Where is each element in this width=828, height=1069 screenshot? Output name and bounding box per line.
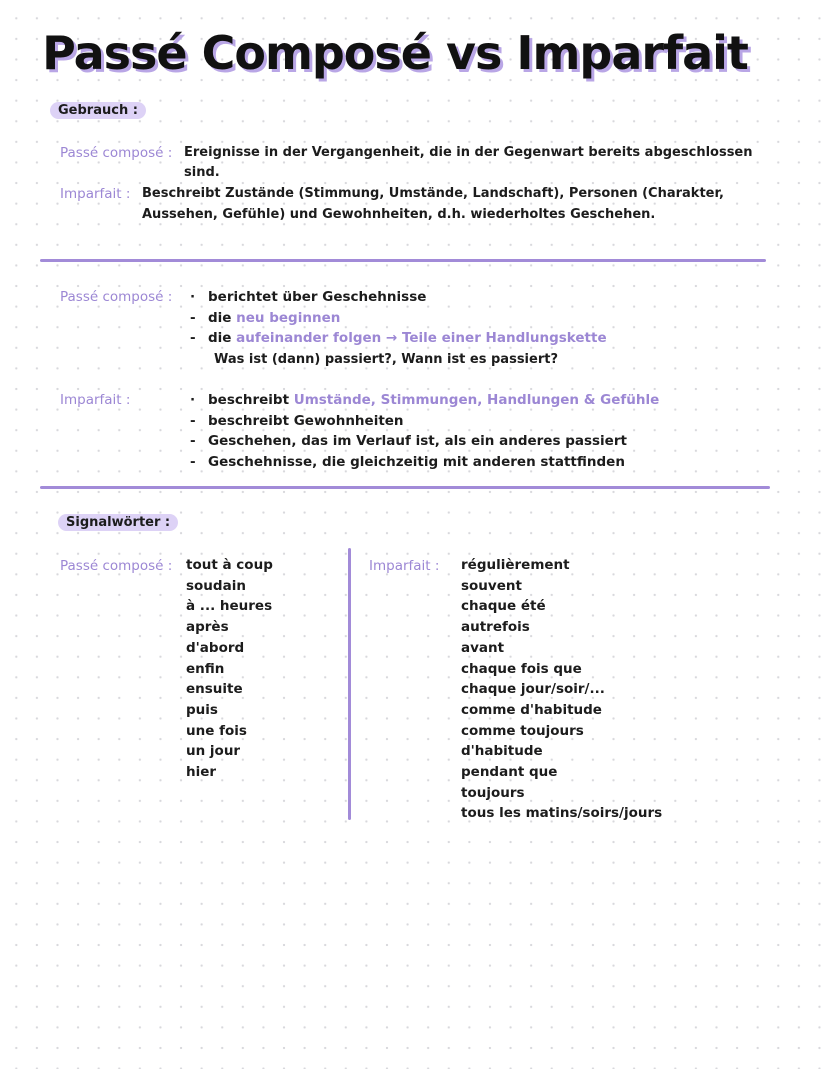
list-item [190,308,607,329]
signal-word: comme d'habitude [461,701,602,718]
signal-word: ensuite [186,681,243,698]
signal-pc-words [186,555,273,783]
signal-word: chaque jour/soir/... [461,681,605,698]
signal-word: chaque été [461,598,546,615]
list-item-text: die [208,330,237,347]
list-item-text: berichtet über Geschehnisse [208,289,427,305]
list-item-text: beschreibt Gewohnheiten [208,412,404,429]
signal-word: souvent [461,577,522,594]
signal-word: chaque fois que [461,660,582,677]
details-pc-list [190,287,607,349]
signal-word: après [186,619,229,636]
page-title: Passé Composé vs Imparfait [42,26,748,80]
signal-word: tous les matins/soirs/jours [461,805,663,822]
list-item [190,328,607,349]
list-item [190,431,659,452]
gebrauch-imp-text-line1: Beschreibt Zustände (Stimmung, Umstände, Landschaft), Personen (Charakter, [142,186,724,201]
list-item [190,287,607,308]
signal-pc-label: Passé composé : [60,558,173,574]
details-pc-label: Passé composé : [60,289,173,305]
gebrauch-imp-label: Imparfait : [60,186,131,202]
signal-imp-label: Imparfait : [369,558,440,574]
list-bullet: - [190,454,196,471]
signal-word: pendant que [461,764,558,781]
list-item-highlight: Umstände, Stimmungen, Handlungen & Gefühle [293,392,660,408]
list-bullet: - [190,412,196,429]
signal-word: puis [186,701,218,718]
list-bullet: - [190,330,196,347]
list-item-text: Geschehnisse, die gleichzeitig mit anderen stattfinden [208,454,625,471]
section-divider-1 [40,259,766,262]
list-bullet: · [190,392,196,408]
details-imp-list [190,390,659,473]
list-bullet: · [190,289,196,305]
signal-word: avant [461,639,505,656]
list-item [190,390,659,411]
signal-word: toujours [461,784,525,801]
signal-word: autrefois [461,619,530,636]
list-item-text: Geschehen, das im Verlauf ist, als ein anderes passiert [208,433,627,450]
list-item-highlight: aufeinander folgen → Teile einer Handlungskette [236,330,607,347]
column-divider [348,548,351,820]
signal-word: hier [186,764,217,781]
gebrauch-imp-text-line2: Aussehen, Gefühle) und Gewohnheiten, d.h. wiederholtes Geschehen. [142,207,656,222]
details-pc-question: Was ist (dann) passiert?, Wann ist es passiert? [214,352,558,367]
signal-word: une fois [186,722,247,739]
gebrauch-pc-text-line2: sind. [184,165,220,180]
signal-word: d'abord [186,639,245,656]
list-item-text: die [208,309,237,326]
list-item-highlight: neu beginnen [236,309,341,326]
signal-imp-words [461,555,662,824]
signal-word: régulièrement [461,557,570,573]
signal-word: comme toujours [461,722,584,739]
signal-word: d'habitude [461,743,543,760]
gebrauch-pc-text-line1: Ereignisse in der Vergangenheit, die in der Gegenwart bereits abgeschlossen [184,145,753,160]
signal-word: à ... heures [186,598,273,615]
list-bullet: - [190,309,196,326]
signal-heading: Signalwörter : [58,514,178,531]
section-divider-2 [40,486,770,489]
list-item [190,452,659,473]
list-bullet: - [190,433,196,450]
signal-word: enfin [186,660,225,677]
signal-word: soudain [186,577,246,594]
signal-word: un jour [186,743,241,760]
list-item-text: beschreibt [208,392,294,408]
gebrauch-heading: Gebrauch : [50,102,146,119]
details-imp-label: Imparfait : [60,392,131,408]
gebrauch-pc-label: Passé composé : [60,145,173,161]
signal-word: tout à coup [186,557,273,573]
list-item [190,411,659,432]
